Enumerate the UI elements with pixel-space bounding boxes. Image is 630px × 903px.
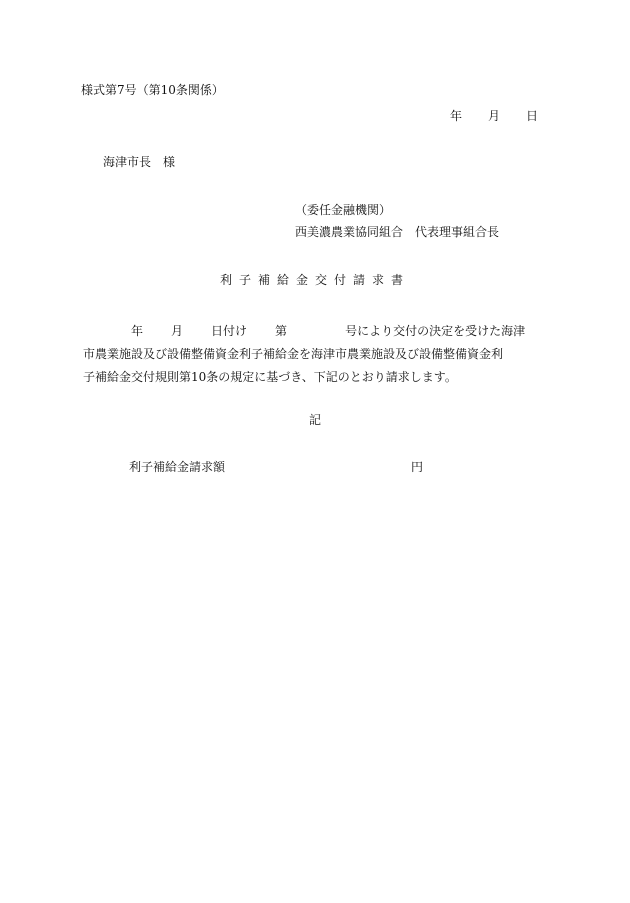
- date-line: [450, 110, 538, 122]
- body-year: 年: [131, 324, 144, 338]
- proxy-label: （委任金融機関）: [295, 203, 392, 217]
- recipient: 海津市長 様: [103, 155, 176, 169]
- date-day: 日: [526, 109, 539, 123]
- ki-marker: 記: [308, 413, 321, 427]
- body-line-3: 子補給金交付規則第10条の規定に基づき、下記のとおり請求します。: [83, 370, 457, 384]
- document-title: 利子補給金交付請求書: [219, 273, 410, 287]
- proxy-organization: 西美濃農業協同組合 代表理事組合長: [295, 225, 500, 239]
- claim-amount-unit: 円: [411, 460, 424, 474]
- body-line1-rest: 号により交付の決定を受けた海津: [345, 324, 526, 338]
- body-line-2: 市農業施設及び設備整備資金利子補給金を海津市農業施設及び設備整備資金利: [83, 347, 504, 361]
- date-year: 年: [450, 109, 463, 123]
- body-number-prefix: 第: [275, 324, 288, 338]
- form-number: 様式第7号（第10条関係）: [81, 83, 224, 97]
- body-line-1: [83, 320, 553, 343]
- claim-amount-label: 利子補給金請求額: [129, 460, 226, 474]
- body-text: [83, 320, 553, 389]
- body-month: 月: [171, 324, 184, 338]
- body-dated: 日付け: [211, 324, 248, 338]
- date-month: 月: [488, 109, 501, 123]
